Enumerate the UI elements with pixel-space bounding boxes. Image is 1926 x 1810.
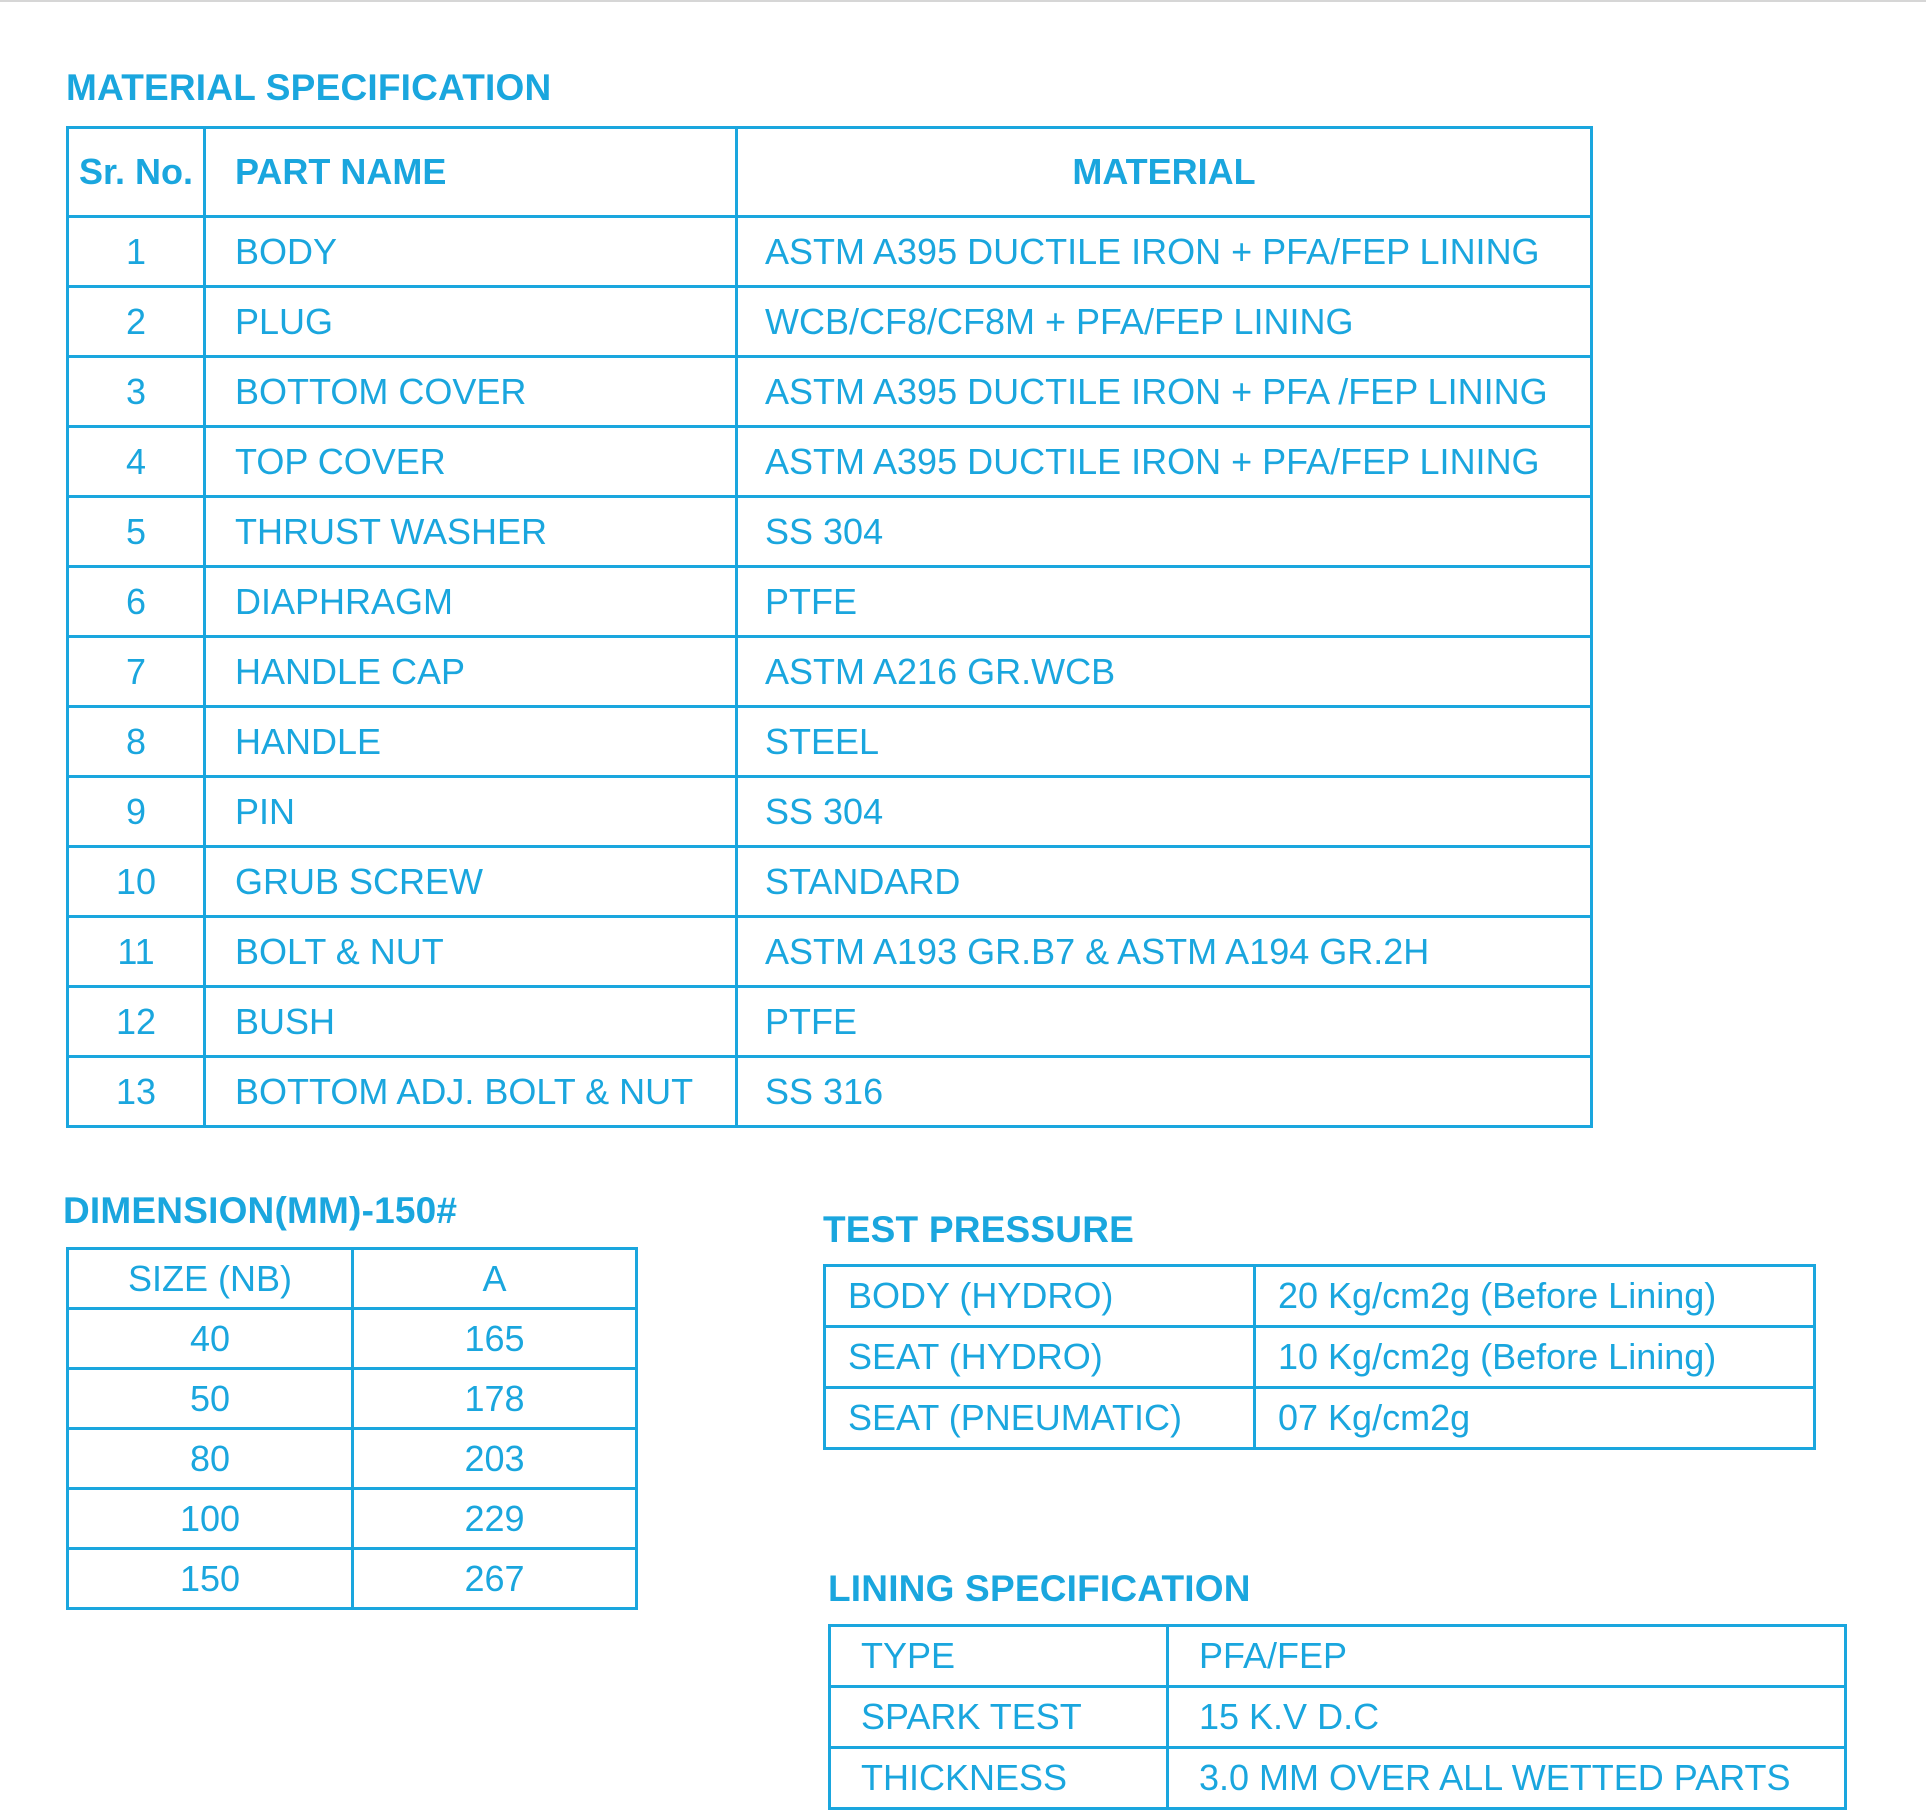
table-row [68,1489,637,1549]
sr-no-cell: 12 [68,987,205,1057]
table-row [68,1369,637,1429]
test-pressure-title: TEST PRESSURE [823,1209,1134,1250]
table-row [68,497,1592,567]
material-cell: ASTM A395 DUCTILE IRON + PFA/FEP LINING [737,217,1592,287]
sr-no-cell: 11 [68,917,205,987]
column-header-size: SIZE (NB) [68,1249,353,1309]
lining-spec-title: LINING SPECIFICATION [828,1568,1251,1609]
table-row [825,1327,1815,1388]
table-row [825,1266,1815,1327]
part-name-cell: BOTTOM COVER [205,357,737,427]
sr-no-cell: 1 [68,217,205,287]
sr-no-cell: 2 [68,287,205,357]
sr-no-cell: 9 [68,777,205,847]
table-row [68,357,1592,427]
material-cell: ASTM A395 DUCTILE IRON + PFA/FEP LINING [737,427,1592,497]
part-name-cell: HANDLE CAP [205,637,737,707]
sr-no-cell: 13 [68,1057,205,1127]
sr-no-cell: 8 [68,707,205,777]
dimension-title: DIMENSION(MM)-150# [63,1190,458,1231]
column-header-a: A [353,1249,637,1309]
material-cell: ASTM A216 GR.WCB [737,637,1592,707]
table-row [68,1549,637,1609]
material-cell: SS 304 [737,497,1592,567]
test-value-cell: 07 Kg/cm2g [1255,1388,1815,1449]
sr-no-cell: 10 [68,847,205,917]
test-value-cell: 20 Kg/cm2g (Before Lining) [1255,1266,1815,1327]
material-spec-title: MATERIAL SPECIFICATION [66,67,552,108]
table-row [825,1388,1815,1449]
part-name-cell: BOLT & NUT [205,917,737,987]
table-row [830,1626,1846,1687]
lining-spec-table [828,1624,1847,1810]
top-divider [0,0,1926,2]
table-row [68,847,1592,917]
size-cell: 100 [68,1489,353,1549]
column-header-material: MATERIAL [737,128,1592,217]
table-row [68,427,1592,497]
table-row [68,1309,637,1369]
part-name-cell: BODY [205,217,737,287]
part-name-cell: PLUG [205,287,737,357]
material-cell: WCB/CF8/CF8M + PFA/FEP LINING [737,287,1592,357]
test-value-cell: 10 Kg/cm2g (Before Lining) [1255,1327,1815,1388]
lining-value-cell: 15 K.V D.C [1168,1687,1846,1748]
lining-value-cell: PFA/FEP [1168,1626,1846,1687]
material-cell: SS 304 [737,777,1592,847]
size-cell: 50 [68,1369,353,1429]
size-cell: 40 [68,1309,353,1369]
lining-label-cell: TYPE [830,1626,1168,1687]
part-name-cell: PIN [205,777,737,847]
lining-value-cell: 3.0 MM OVER ALL WETTED PARTS [1168,1748,1846,1809]
table-row [68,917,1592,987]
part-name-cell: HANDLE [205,707,737,777]
part-name-cell: TOP COVER [205,427,737,497]
dimension-a-cell: 165 [353,1309,637,1369]
table-row [68,637,1592,707]
material-cell: SS 316 [737,1057,1592,1127]
dimension-a-cell: 267 [353,1549,637,1609]
sr-no-cell: 6 [68,567,205,637]
test-label-cell: SEAT (PNEUMATIC) [825,1388,1255,1449]
table-header-row [68,1249,637,1309]
dimension-a-cell: 229 [353,1489,637,1549]
column-header-part-name: PART NAME [205,128,737,217]
lining-label-cell: SPARK TEST [830,1687,1168,1748]
column-header-sr-no: Sr. No. [68,128,205,217]
part-name-cell: GRUB SCREW [205,847,737,917]
part-name-cell: DIAPHRAGM [205,567,737,637]
test-label-cell: BODY (HYDRO) [825,1266,1255,1327]
size-cell: 150 [68,1549,353,1609]
part-name-cell: BUSH [205,987,737,1057]
table-row [830,1687,1846,1748]
table-row [68,287,1592,357]
table-row [68,987,1592,1057]
material-cell: STANDARD [737,847,1592,917]
table-row [68,1429,637,1489]
sr-no-cell: 4 [68,427,205,497]
test-label-cell: SEAT (HYDRO) [825,1327,1255,1388]
material-spec-table [66,126,1593,1128]
sr-no-cell: 3 [68,357,205,427]
material-cell: ASTM A193 GR.B7 & ASTM A194 GR.2H [737,917,1592,987]
sr-no-cell: 7 [68,637,205,707]
table-row [68,1057,1592,1127]
table-row [68,707,1592,777]
lining-label-cell: THICKNESS [830,1748,1168,1809]
material-cell: ASTM A395 DUCTILE IRON + PFA /FEP LINING [737,357,1592,427]
dimension-table [66,1247,638,1610]
material-cell: PTFE [737,987,1592,1057]
table-row [68,777,1592,847]
material-cell: STEEL [737,707,1592,777]
table-header-row [68,128,1592,217]
part-name-cell: THRUST WASHER [205,497,737,567]
part-name-cell: BOTTOM ADJ. BOLT & NUT [205,1057,737,1127]
size-cell: 80 [68,1429,353,1489]
dimension-a-cell: 203 [353,1429,637,1489]
material-cell: PTFE [737,567,1592,637]
dimension-a-cell: 178 [353,1369,637,1429]
sr-no-cell: 5 [68,497,205,567]
test-pressure-table [823,1264,1816,1450]
table-row [68,217,1592,287]
table-row [68,567,1592,637]
table-row [830,1748,1846,1809]
